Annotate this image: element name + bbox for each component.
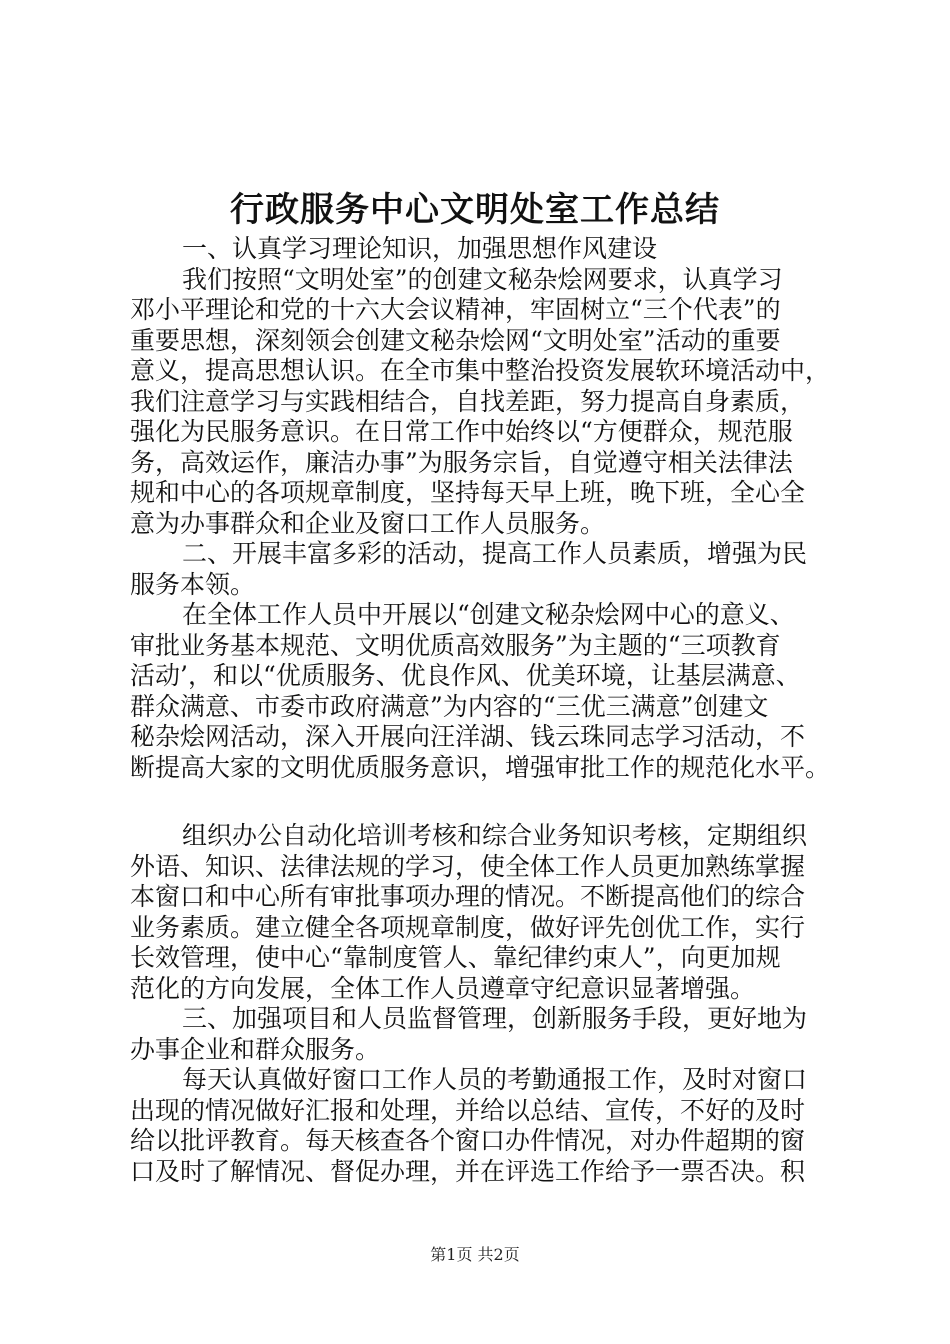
blank-line [130, 783, 860, 821]
text-line: 断提高大家的文明优质服务意识，增强审批工作的规范化水平。 [130, 752, 831, 782]
text-line: 重要思想，深刻领会创建文秘杂烩网“文明处室”活动的重要 [130, 325, 781, 355]
document-title: 行政服务中心文明处室工作总结 [230, 190, 720, 230]
text-line: 三、加强项目和人员监督管理，创新服务手段，更好地为 [182, 1004, 808, 1033]
text-line: 秘杂烩网活动，深入开展向汪洋湖、钱云珠同志学习活动，不 [130, 722, 806, 751]
text-line: 强化为民服务意识。在日常工作中始终以“方便群众，规范服 [130, 417, 793, 446]
text-line: 审批业务基本规范、文明优质高效服务”为主题的“三项教育 [130, 630, 781, 660]
paragraph-block-1 [130, 234, 860, 783]
text-line: 本窗口和中心所有审批事项办理的情况。不断提高他们的综合 [130, 882, 806, 911]
text-line: 服务本领。 [130, 569, 256, 599]
text-line: 务，高效运作，廉洁办事”为服务宗旨，自觉遵守相关法律法 [130, 447, 793, 477]
paragraph-block-2 [130, 821, 860, 1187]
text-line: 范化的方向发展，全体工作人员遵章守纪意识显著增强。 [130, 973, 756, 1003]
text-line: 一、认真学习理论知识，加强思想作风建设 [182, 234, 658, 263]
text-line: 在全体工作人员中开展以“创建文秘杂烩网中心的意义、 [182, 600, 795, 629]
text-line: 邓小平理论和党的十六大会议精神，牢固树立“三个代表”的 [130, 295, 781, 324]
text-line: 活动’，和以“优质服务、优良作风、优美环境，让基层满意、 [130, 661, 801, 690]
text-line: 群众满意、市委市政府满意”为内容的“三优三满意”创建文 [130, 691, 769, 721]
text-line: 长效管理，使中心“靠制度管人、靠纪律约束人”，向更加规 [130, 943, 781, 972]
text-line: 意为办事群众和企业及窗口工作人员服务。 [130, 508, 606, 538]
text-line: 我们按照“文明处室”的创建文秘杂烩网要求，认真学习 [182, 264, 783, 294]
text-line: 每天认真做好窗口工作人员的考勤通报工作，及时对窗口 [182, 1065, 808, 1094]
document-body [130, 234, 860, 1187]
text-line: 规和中心的各项规章制度，坚持每天早上班，晚下班，全心全 [130, 478, 806, 507]
text-line: 办事企业和群众服务。 [130, 1034, 381, 1064]
page-footer: 第1页 共2页 [430, 1245, 520, 1264]
text-line: 出现的情况做好汇报和处理，并给以总结、宣传，不好的及时 [130, 1095, 806, 1125]
text-line: 组织办公自动化培训考核和综合业务知识考核，定期组织 [182, 821, 808, 850]
text-line: 意义，提高思想认识。在全市集中整治投资发展软环境活动中， [130, 356, 831, 385]
text-line: 外语、知识、法律法规的学习，使全体工作人员更加熟练掌握 [130, 851, 806, 881]
text-line: 给以批评教育。每天核查各个窗口办件情况，对办件超期的窗 [130, 1126, 806, 1155]
text-line: 口及时了解情况、督促办理，并在评选工作给予一票否决。积 [130, 1156, 806, 1186]
text-line: 二、开展丰富多彩的活动，提高工作人员素质，增强为民 [182, 539, 808, 568]
text-line: 业务素质。建立健全各项规章制度，做好评先创优工作，实行 [130, 912, 806, 942]
text-line: 我们注意学习与实践相结合，自找差距，努力提高自身素质， [130, 386, 806, 416]
